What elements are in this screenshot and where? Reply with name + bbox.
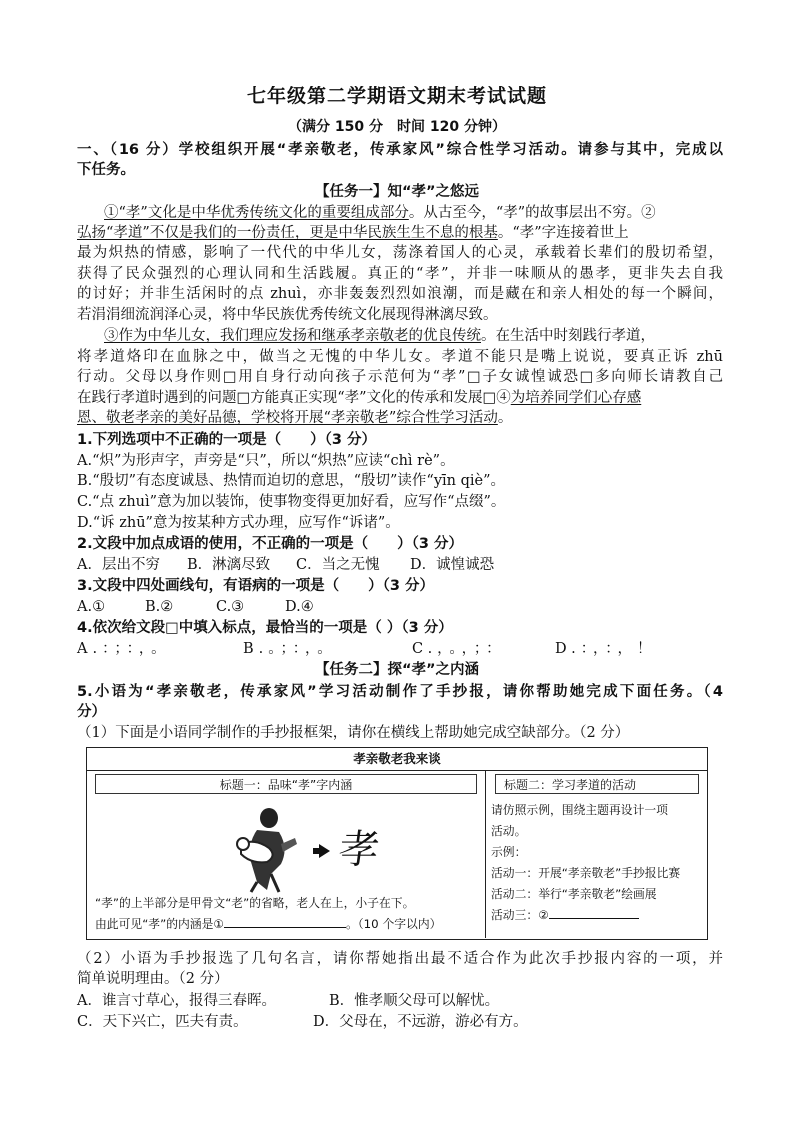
question-5-option-a: A．谁言寸草心，报得三春晖。 <box>77 993 276 1009</box>
answer-blank-1[interactable] <box>224 915 346 928</box>
handout-right-line <box>491 906 639 924</box>
exam-subtitle: （满分 150 分 时间 120 分钟） <box>288 119 506 135</box>
passage-line: 行动。父母以身作则□用自身行动向孩子示范何为“孝”□子女诚惶诚恐□多向师长请教自己 <box>77 369 723 385</box>
handout-caption-prefix: 由此可见“孝”的内涵是① <box>95 917 224 931</box>
underlined-sentence-4: 为培养同学们心存感 <box>510 390 642 406</box>
passage-text: 。在生活中时刻践行孝道， <box>481 328 655 344</box>
question-5-option-c: C．天下兴亡，匹夫有责。 <box>77 1014 248 1030</box>
answer-blank-2[interactable] <box>549 906 639 919</box>
handout-right-line: 示例： <box>491 845 527 859</box>
question-1-option-b: B.“殷切”有态度诚恳、热情而迫切的意思，“殷切”读作“yīn qiè”。 <box>77 473 506 489</box>
passage-line: 将孝道烙印在血脉之中，做当之无愧的中华儿女。孝道不能只是嘴上说说，要真正诉 zhū <box>77 349 723 365</box>
passage-text: 。 <box>497 410 513 426</box>
question-5-stem-line-1: 5.小语为“孝亲敬老，传承家风”学习活动制作了手抄报，请你帮助她完成下面任务。（4 <box>77 684 723 700</box>
handout-left-caption-2 <box>95 915 441 933</box>
passage-line <box>77 388 723 408</box>
question-2-stem: 2.文段中加点成语的使用，不正确的一项是（ ）（3 分） <box>77 536 463 552</box>
handout-left-panel <box>87 770 486 938</box>
handout-right-line: 活动二：举行“孝亲敬老”绘画展 <box>491 887 657 901</box>
question-3-option-b: B.② <box>145 599 174 615</box>
question-3-option-d: D.④ <box>285 599 314 615</box>
handout-right-heading: 标题二：学习孝道的活动 <box>495 774 699 794</box>
passage-line: 最为炽热的情感，影响了一代代的中华儿女，荡涤着国人的心灵，承载着长辈们的殷切希望， <box>77 245 723 261</box>
question-2-option-a: A．层出不穷 <box>77 557 160 573</box>
question-1-stem: 1.下列选项中不正确的一项是（ ）（3 分） <box>77 432 376 448</box>
handout-right-line: 活动。 <box>491 824 527 838</box>
question-5-stem-line-2: 分） <box>77 704 106 720</box>
passage-line <box>104 203 723 223</box>
underlined-sentence-1: ①“孝”文化是中华优秀传统文化的重要组成部分 <box>104 205 409 221</box>
oracle-bone-glyph: 孝 <box>335 827 383 873</box>
task1-heading: 【任务一】知“孝”之悠远 <box>314 184 480 200</box>
question-4-option-c: C.，。，；： <box>412 641 506 657</box>
question-4-option-b: B.。；：，。 <box>243 641 337 657</box>
section-intro-line-2: 下任务。 <box>77 162 135 178</box>
passage-line: 若涓涓细流润泽心灵，将中华民族优秀传统文化展现得淋漓尽致。 <box>77 307 498 323</box>
question-3-option-a: A.① <box>77 599 106 615</box>
question-4-stem: 4.依次给文段□中填入标点，最恰当的一项是（ ）（3 分） <box>77 620 453 636</box>
handout-right-line: 请仿照示例，围绕主题再设计一项 <box>491 803 668 817</box>
question-1-option-c: C.“点 zhuì”意为加以装饰，使事物变得更加好看，应写作“点缀”。 <box>77 494 506 510</box>
question-4-option-d: D.：，：，！ <box>555 641 657 657</box>
task2-heading: 【任务二】探“孝”之内涵 <box>314 662 480 678</box>
question-2-option-c: C．当之无愧 <box>296 557 380 573</box>
question-1-option-d: D.“诉 zhū”意为按某种方式办理，应写作“诉诸”。 <box>77 515 400 531</box>
section-intro-line-1: 一、（16 分）学校组织开展“孝亲敬老，传承家风”综合性学习活动。请参与其中，完成以 <box>77 142 723 158</box>
question-2-option-b: B．淋漓尽致 <box>187 557 271 573</box>
elder-carrying-child-illustration <box>227 804 307 894</box>
handout-left-caption-1: “孝”的上半部分是甲骨文“老”的省略，老人在上，小子在下。 <box>95 896 415 910</box>
passage-line: 获得了民众强烈的心理认同和生活践履。真正的“孝”，并非一味顺从的愚孝，更非失去自我 <box>77 266 723 282</box>
passage-text: 。“孝”字连接着世上 <box>497 225 629 241</box>
question-5-option-b: B．惟孝顺父母可以解忧。 <box>329 993 500 1009</box>
passage-line <box>77 223 723 243</box>
question-5-sub2-line-1: （2）小语为手抄报选了几句名言，请你帮她指出最不适合作为此次手抄报内容的一项，并 <box>77 951 723 967</box>
question-5-option-d: D．父母在，不远游，游必有方。 <box>313 1014 528 1030</box>
passage-text: 。从古至今，“孝”的故事层出不穷。② <box>408 205 656 221</box>
underlined-sentence-3: ③作为中华儿女，我们理应发扬和继承孝亲敬老的优良传统 <box>104 328 481 344</box>
underlined-sentence-4-cont: 恩、敬老孝亲的美好品德，学校将开展“孝亲敬老”综合性学习活动 <box>77 410 498 426</box>
question-5-sub2-line-2: 简单说明理由。（2 分） <box>77 971 229 987</box>
question-1-option-a: A.“炽”为形声字，声旁是“只”，所以“炽热”应读“chì rè”。 <box>77 453 455 469</box>
handout-caption-suffix: 。（10 个字以内） <box>345 917 442 931</box>
handout-activity-3-label: 活动三：② <box>491 908 549 922</box>
underlined-sentence-2: 弘扬“孝道”不仅是我们的一份责任，更是中华民族生生不息的根基 <box>77 225 498 241</box>
question-2-option-d: D．诚惶诚恐 <box>410 557 495 573</box>
question-3-option-c: C.③ <box>216 599 245 615</box>
arrow-right-icon <box>319 844 330 858</box>
question-3-stem: 3.文段中四处画线句，有语病的一项是（ ）（3 分） <box>77 578 434 594</box>
question-4-option-a: A.：；：，。 <box>77 641 171 657</box>
exam-title: 七年级第二学期语文期末考试试题 <box>246 86 547 106</box>
passage-line <box>77 408 723 428</box>
passage-text: 在践行孝道时遇到的问题□方能真正实现“孝”文化的传承和发展□④ <box>77 390 511 406</box>
passage-line: 的讨好；并非生活闲时的点 zhuì，亦非轰轰烈烈如浪潮，而是藏在和亲人相处的每一个瞬间， <box>77 286 723 302</box>
question-5-sub1: （1）下面是小语同学制作的手抄报框架，请你在横线上帮助她完成空缺部分。（2 分） <box>77 725 630 741</box>
handout-title: 孝亲敬老我来谈 <box>87 748 707 771</box>
handout-left-heading: 标题一：品味“孝”字内涵 <box>95 774 477 794</box>
handout-right-line: 活动一：开展“孝亲敬老”手抄报比赛 <box>491 866 681 880</box>
handout-figure <box>86 747 708 940</box>
passage-line <box>104 326 723 346</box>
